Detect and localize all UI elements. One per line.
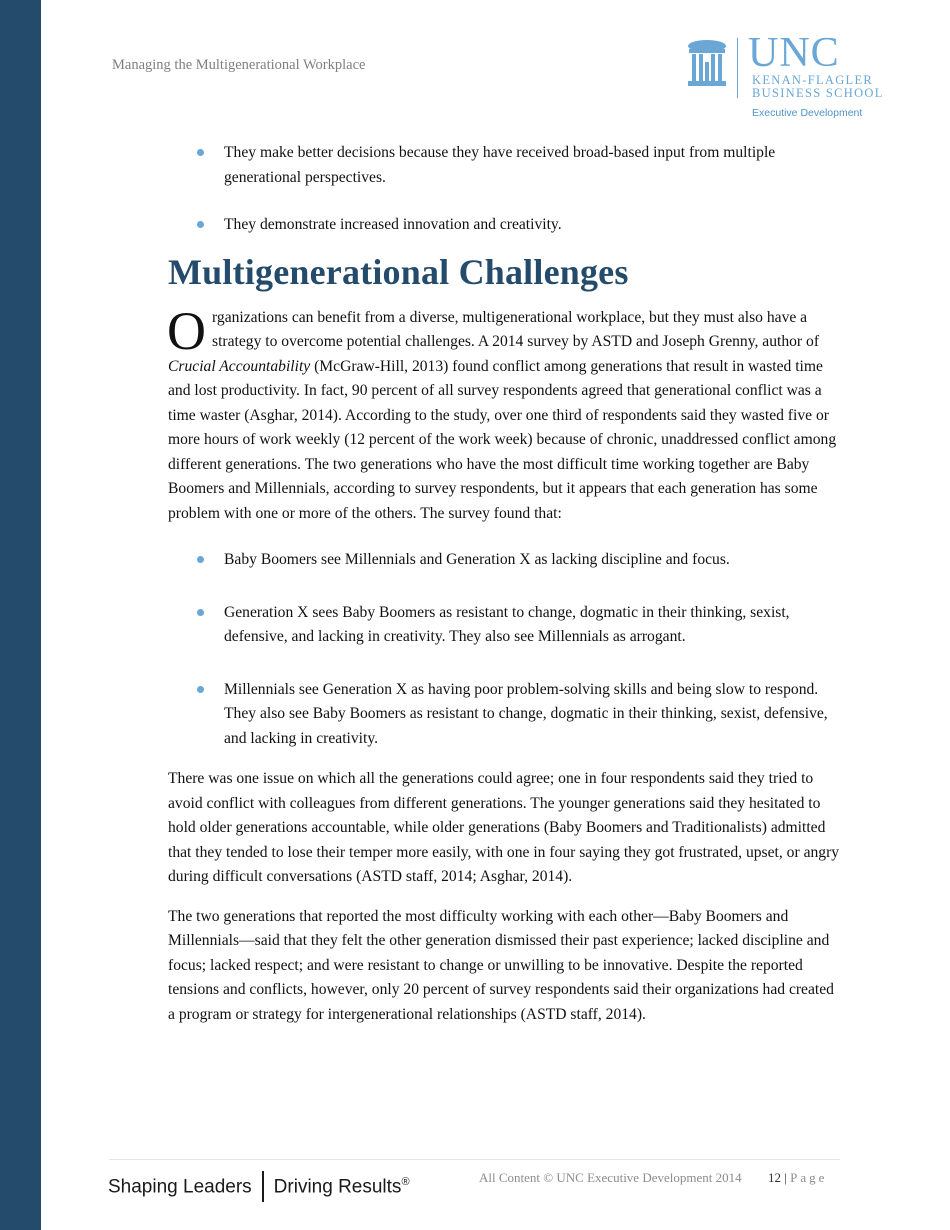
- drop-cap: O: [167, 300, 206, 361]
- intro-bullet-list: [168, 141, 842, 238]
- list-item: They make better decisions because they have received broad-based input from multiple generational perspectives.: [168, 141, 842, 190]
- bullet-dot-icon: [197, 221, 204, 228]
- book-title: Crucial Accountability: [168, 357, 311, 375]
- logo-unc-text: UNC: [748, 30, 840, 76]
- slogan-separator: [262, 1171, 264, 1202]
- page-body: [168, 141, 842, 1027]
- logo-line-2: BUSINESS SCHOOL: [752, 86, 884, 100]
- intro-paragraph: Organizations can benefit from a diverse, multigenerational workplace, but they must also have a strategy to overcome potential challenges. A 2014 survey by ASTD and Joseph Grenny, author of Crucial Accountability (McGraw-Hill, 2013) found conflict among generations that result in wasted time and lost productivity. In fact, 90 percent of all survey respondents agreed that generational conflict was a time waster (Asghar, 2014). According to the study, over one third of respondents said they wasted five or more hours of work weekly (12 percent of the work week) because of chronic, unaddressed conflict among different generations. The two generations who have the most difficult time working together are Baby Boomers and Millennials, according to survey respondents, but it appears that each generation has some problem with one or more of the others. The survey found that:: [167, 300, 837, 522]
- logo-divider: [737, 38, 738, 98]
- logo-school-name: [752, 74, 884, 100]
- registered-mark: ®: [401, 1176, 410, 1188]
- copyright-notice: All Content © UNC Executive Development 2014: [479, 1170, 742, 1185]
- bullet-dot-icon: [197, 149, 204, 156]
- list-item: They demonstrate increased innovation and creativity.: [168, 213, 842, 238]
- list-item: Baby Boomers see Millennials and Generation X as lacking discipline and focus.: [168, 548, 842, 573]
- difficulty-paragraph: The two generations that reported the most difficulty working with each other—Baby Boomers and Millennials—said that they felt the other generation dismissed their past experience; lacked discipline and focus; lacked respect; and were resistant to change or unwilling to be innovative. Despite the reported tensions and conflicts, however, only 20 percent of survey respondents said their organizations had created a program or strategy for intergenerational relationships (ASTD staff, 2014).: [168, 907, 834, 1023]
- findings-bullet-list: [168, 548, 842, 751]
- bullet-dot-icon: [197, 686, 204, 693]
- logo-tagline: Executive Development: [752, 107, 863, 119]
- footer-slogan: [108, 1166, 410, 1198]
- slogan-left: Shaping Leaders: [108, 1176, 252, 1198]
- page-label: Page: [790, 1170, 828, 1185]
- running-title: Managing the Multigenerational Workplace: [112, 57, 366, 73]
- footer-divider: [109, 1159, 840, 1160]
- list-item: Generation X sees Baby Boomers as resistant to change, dogmatic in their thinking, sexist, defensive, and lacking in creativity. They also see Millennials as arrogant.: [168, 601, 842, 650]
- unc-logo: [686, 30, 896, 126]
- section-heading: Multigenerational Challenges: [168, 251, 629, 292]
- bullet-dot-icon: [197, 556, 204, 563]
- old-well-icon: [686, 38, 728, 88]
- slogan-right: Driving Results: [273, 1176, 402, 1198]
- left-margin-bar: [0, 0, 41, 1230]
- page-number: 12 | Page: [768, 1170, 828, 1185]
- bullet-dot-icon: [197, 609, 204, 616]
- agreement-paragraph: There was one issue on which all the generations could agree; one in four respondents said they tried to avoid conflict with colleagues from different generations. The younger generations said they hesitated to hold older generations accountable, while older generations (Baby Boomers and Traditionalists) admitted that they tended to lose their temper more easily, with one in four saying they got frustrated, upset, or angry during difficult conversations (ASTD staff, 2014; Asghar, 2014).: [168, 770, 840, 885]
- list-item: Millennials see Generation X as having poor problem-solving skills and being slow to respond. They also see Baby Boomers as resistant to change, dogmatic in their thinking, sexist, defensive, and lacking in creativity.: [168, 678, 842, 752]
- logo-line-1: KENAN-FLAGLER: [752, 73, 874, 87]
